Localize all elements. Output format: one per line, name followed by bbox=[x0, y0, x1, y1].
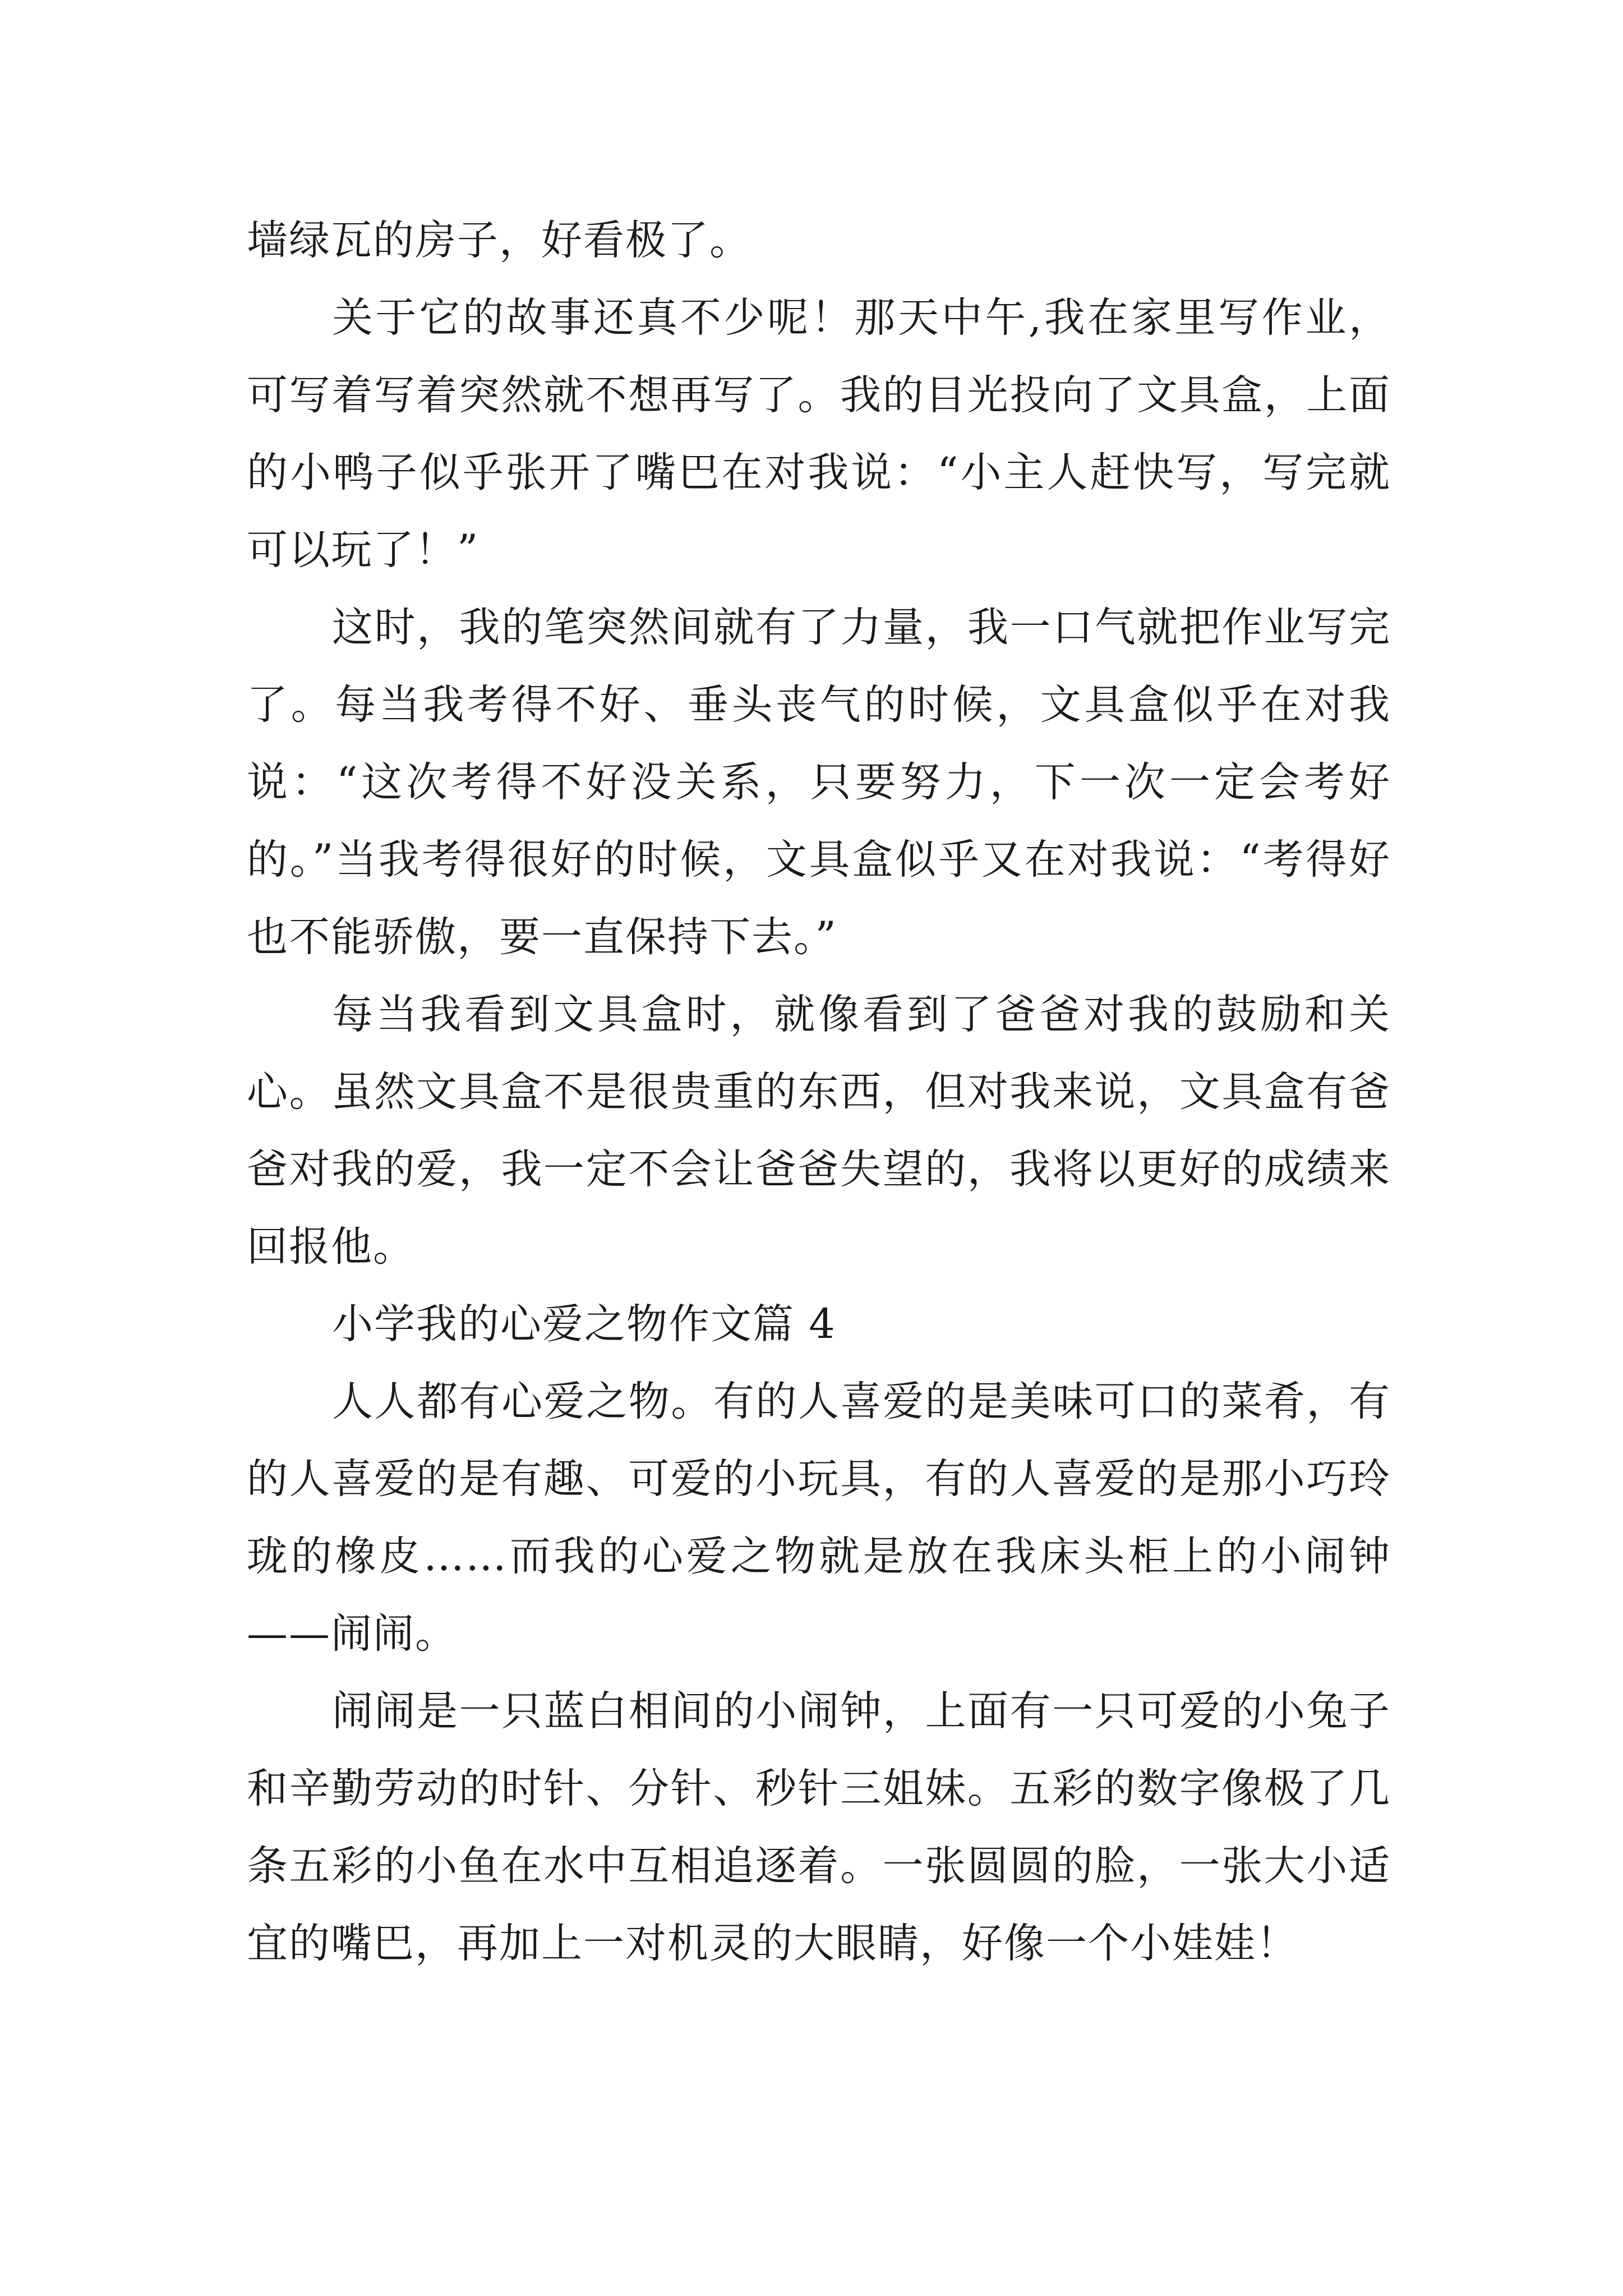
section-title: 小学我的心爱之物作文篇 4 bbox=[332, 1300, 836, 1348]
document-page bbox=[247, 202, 1391, 1982]
paragraph-intro: 人人都有心爱之物。有的人喜爱的是美味可口的菜肴，有的人喜爱的是有趣、可爱的小玩具，有的人喜爱的是那小巧玲珑的橡皮……而我的心爱之物就是放在我床头柜上的小闹钟——闹闹。 bbox=[247, 1378, 1391, 1658]
paragraph-father-love: 每当我看到文具盒时，就像看到了爸爸对我的鼓励和关心。虽然文具盒不是很贵重的东西，但对我来说，文具盒有爸爸对我的爱，我一定不会让爸爸失望的，我将以更好的成绩来回报他。 bbox=[247, 991, 1391, 1271]
paragraph-story: 关于它的故事还真不少呢！那天中午,我在家里写作业，可写着写着突然就不想再写了。我的目光投向了文具盒，上面的小鸭子似乎张开了嘴巴在对我说：“小主人赶快写，写完就可以玩了！” bbox=[247, 294, 1391, 574]
paragraph-clock-description: 闹闹是一只蓝白相间的小闹钟，上面有一只可爱的小兔子和辛勤劳动的时针、分针、秒针三姐妹。五彩的数字像极了几条五彩的小鱼在水中互相追逐着。一张圆圆的脸，一张大小适宜的嘴巴，再加上一对机灵的大眼睛，好像一个小娃娃！ bbox=[247, 1687, 1391, 1967]
paragraph-continuation: 墙绿瓦的房子，好看极了。 bbox=[247, 217, 751, 264]
paragraph-encouragement: 这时，我的笔突然间就有了力量，我一口气就把作业写完了。每当我考得不好、垂头丧气的时候，文具盒似乎在对我说：“这次考得不好没关系，只要努力，下一次一定会考好的。”当我考得很好的时候，文具盒似乎又在对我说：“考得好也不能骄傲，要一直保持下去。” bbox=[247, 604, 1391, 961]
